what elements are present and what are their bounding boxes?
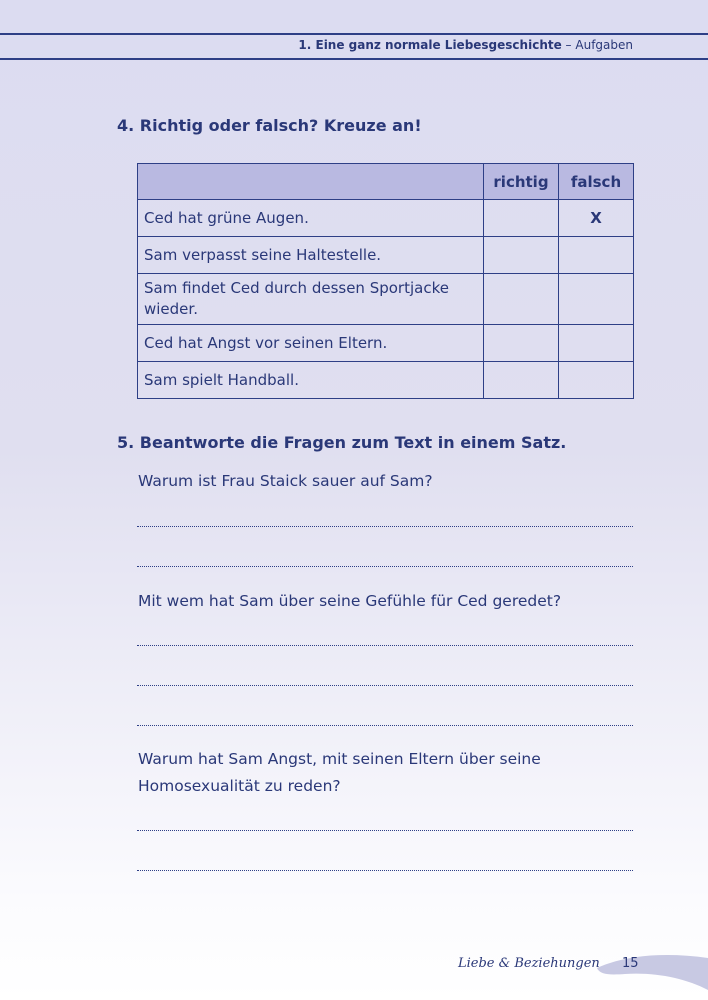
richtig-cell[interactable] (484, 274, 559, 325)
answer-line[interactable] (137, 685, 633, 686)
answer-line[interactable] (137, 830, 633, 831)
col-falsch: falsch (559, 164, 634, 200)
table-row (138, 237, 634, 274)
falsch-cell[interactable] (559, 274, 634, 325)
header-rule-bottom (0, 58, 708, 60)
running-header (298, 38, 633, 52)
question-3: Warum hat Sam Angst, mit seinen Eltern über seine Homosexualität zu reden? (138, 750, 541, 795)
statement: Sam spielt Handball. (138, 362, 484, 399)
task5-title: 5. Beantworte die Fragen zum Text in einem Satz. (117, 433, 567, 452)
table-row (138, 362, 634, 399)
statement: Sam verpasst seine Haltestelle. (138, 237, 484, 274)
richtig-cell[interactable] (484, 237, 559, 274)
true-false-table (137, 163, 634, 399)
header-rule-top (0, 33, 708, 35)
col-richtig: richtig (484, 164, 559, 200)
section-title: Aufgaben (575, 38, 633, 52)
table-header (138, 164, 634, 200)
table-row (138, 200, 634, 237)
page-number: 15 (622, 956, 639, 971)
separator: – (561, 38, 576, 52)
answer-line[interactable] (137, 725, 633, 726)
falsch-cell[interactable]: X (559, 200, 634, 237)
answer-line[interactable] (137, 645, 633, 646)
table-row (138, 325, 634, 362)
answer-line[interactable] (137, 566, 633, 567)
question-2: Mit wem hat Sam über seine Gefühle für Ced geredet? (138, 592, 562, 610)
richtig-cell[interactable] (484, 362, 559, 399)
task4-title: 4. Richtig oder falsch? Kreuze an! (117, 116, 422, 135)
statement: Ced hat grüne Augen. (138, 200, 484, 237)
question-1: Warum ist Frau Staick sauer auf Sam? (138, 472, 433, 490)
falsch-cell[interactable] (559, 325, 634, 362)
answer-line[interactable] (137, 870, 633, 871)
table-row (138, 274, 634, 325)
book-title: Liebe & Beziehungen (458, 956, 600, 971)
brush-stroke-icon (595, 950, 708, 1000)
statement: Ced hat Angst vor seinen Eltern. (138, 325, 484, 362)
chapter-title: 1. Eine ganz normale Liebesgeschichte (298, 38, 562, 52)
answer-line[interactable] (137, 526, 633, 527)
falsch-cell[interactable] (559, 237, 634, 274)
richtig-cell[interactable] (484, 200, 559, 237)
col-statement (138, 164, 484, 200)
richtig-cell[interactable] (484, 325, 559, 362)
statement: Sam findet Ced durch dessen Sportjacke wieder. (138, 274, 484, 325)
falsch-cell[interactable] (559, 362, 634, 399)
